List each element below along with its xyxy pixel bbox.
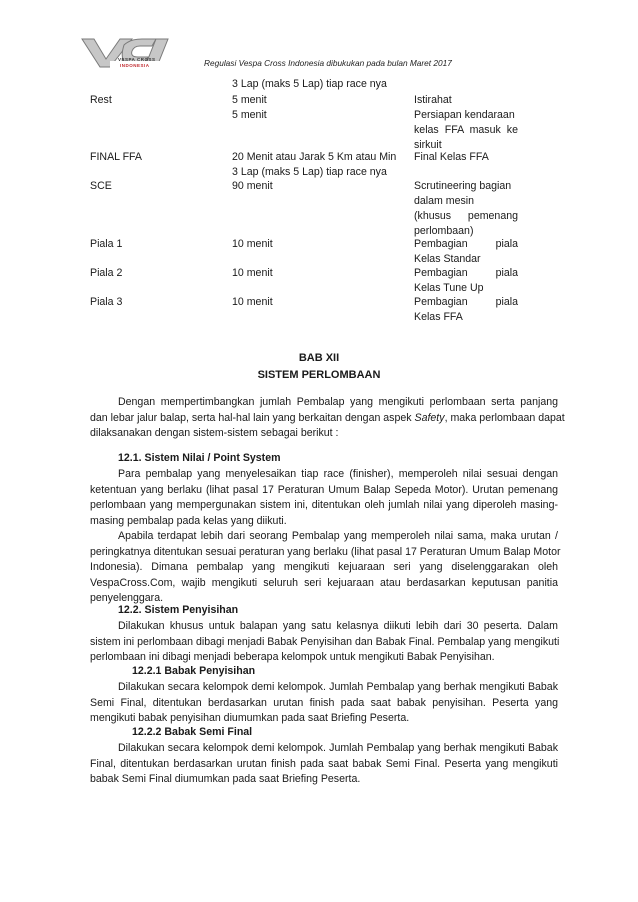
event-name: Rest bbox=[90, 94, 112, 106]
description-text: Kelas FFA bbox=[414, 311, 463, 323]
body-line: mengikuti babak penyisihan diumumkan pada saat Briefing Peserta. bbox=[90, 712, 410, 724]
event-name: FINAL FFA bbox=[90, 151, 142, 163]
event-name: Piala 3 bbox=[90, 296, 123, 308]
section-heading-12-2: 12.2. Sistem Penyisihan bbox=[118, 604, 239, 616]
description-text: Persiapan kendaraan bbox=[414, 109, 515, 121]
body-line: perlombaan ini dibagi menjadi beberapa kelompok untuk mengikuti Babak Penyisihan. bbox=[90, 651, 495, 663]
intro-line: Dengan mempertimbangkan jumlah Pembalap yang mengikuti perlombaan serta panjang bbox=[118, 396, 558, 408]
body-line: perlombaan yang mempergunakan sistem ini, ditentukan oleh jumlah nilai yang diperoleh masing- bbox=[90, 499, 558, 511]
safety-emphasis: Safety bbox=[414, 411, 445, 424]
description-text: Scrutineering bagian bbox=[414, 180, 512, 192]
description-text: Pembagian piala bbox=[414, 296, 518, 308]
section-12-2-paragraph bbox=[90, 619, 558, 666]
description-text: dalam mesin bbox=[414, 195, 475, 207]
event-name: Piala 2 bbox=[90, 267, 123, 279]
body-line: penyelenggara. bbox=[90, 592, 164, 604]
duration-text: 5 menit bbox=[232, 109, 267, 121]
header-note: Regulasi Vespa Cross Indonesia dibukukan pada bulan Maret 2017 bbox=[204, 58, 452, 68]
section-12-2-1-paragraph bbox=[90, 680, 558, 727]
event-name: SCE bbox=[90, 180, 112, 192]
body-line: VespaCross.Com, wajib mengikuti seluruh seri kejuaraan atau berdasarkan keputusan panitia bbox=[90, 576, 558, 589]
logo-subtitle-1: VESPA CROSS bbox=[118, 57, 156, 62]
description-text: (khusus pemenang bbox=[414, 210, 518, 222]
duration-text: 10 menit bbox=[232, 296, 273, 308]
logo-subtitle-2: INDONESIA bbox=[120, 63, 150, 68]
description-text: Final Kelas FFA bbox=[414, 151, 489, 163]
section-heading-12-2-1: 12.2.1 Babak Penyisihan bbox=[132, 665, 256, 677]
description-text: perlombaan) bbox=[414, 225, 474, 237]
section-heading-12-1: 12.1. Sistem Nilai / Point System bbox=[118, 452, 281, 464]
chapter-title: SISTEM PERLOMBAAN bbox=[257, 369, 381, 381]
section-12-1-paragraph-2 bbox=[90, 529, 561, 607]
vci-logo bbox=[80, 37, 174, 70]
duration-text: 10 menit bbox=[232, 267, 273, 279]
description-text: Pembagian piala bbox=[414, 267, 518, 279]
description-text: kelas FFA masuk ke bbox=[414, 124, 518, 136]
body-line: Indonesia). Dimana pembalap yang mengikuti kejuaraan seri yang diselenggarakan oleh bbox=[90, 561, 558, 573]
body-line: Final, ditentukan berdasarkan urutan finish pada saat babak Semi Final. Peserta yang mengikuti bbox=[90, 757, 558, 770]
duration-text: 90 menit bbox=[232, 180, 273, 192]
intro-line bbox=[90, 411, 565, 427]
body-line: Apabila terdapat lebih dari seorang Pembalap yang memperoleh nilai sama, maka urutan / bbox=[118, 530, 558, 542]
description-text: sirkuit bbox=[414, 139, 442, 151]
description-text: Kelas Standar bbox=[414, 253, 481, 265]
intro-text: , maka perlombaan dapat bbox=[444, 411, 565, 424]
event-name: Piala 1 bbox=[90, 238, 123, 250]
duration-text: 3 Lap (maks 5 Lap) tiap race nya bbox=[232, 166, 387, 178]
description-text: Pembagian piala bbox=[414, 238, 518, 250]
section-heading-12-2-2: 12.2.2 Babak Semi Final bbox=[132, 726, 253, 738]
body-line: ketentuan yang berlaku (lihat pasal 17 Peraturan Umum Balap Sepeda Motor). Urutan pemenang bbox=[90, 483, 558, 496]
intro-paragraph bbox=[90, 395, 565, 442]
duration-text: 20 Menit atau Jarak 5 Km atau Min bbox=[232, 151, 397, 163]
description-text: Kelas Tune Up bbox=[414, 282, 484, 294]
body-line: Para pembalap yang menyelesaikan tiap race (finisher), memperoleh nilai sesuai dengan bbox=[118, 468, 558, 480]
section-12-2-2-paragraph bbox=[90, 741, 558, 788]
duration-text: 10 menit bbox=[232, 238, 273, 250]
body-line: masing pembalap pada kelas yang diikuti. bbox=[90, 514, 287, 527]
intro-text: dan lebar jalur balap, serta hal-hal lain yang berkaitan dengan aspek bbox=[90, 411, 415, 424]
chapter-number: BAB XII bbox=[298, 352, 340, 364]
body-line: Semi Final, ditentukan berdasarkan urutan finish pada saat babak penyisihan. Peserta yang bbox=[90, 696, 558, 709]
section-12-1-paragraph-1 bbox=[90, 467, 558, 529]
body-line: sistem ini perlombaan dibagi menjadi Babak Penyisihan dan Babak Final. Pembalap yang mengikuti bbox=[90, 635, 560, 648]
body-line: babak Semi Final diumumkan pada saat Briefing Peserta. bbox=[90, 773, 361, 785]
body-line: peringkatnya ditentukan sesuai peraturan yang berlaku (lihat pasal 17 Peraturan Umum Balap Motor bbox=[90, 545, 561, 558]
body-line: Dilakukan khusus untuk balapan yang satu kelasnya diikuti lebih dari 30 peserta. Dalam bbox=[118, 620, 558, 632]
intro-line: dilaksanakan dengan sistem-sistem sebagai berikut : bbox=[90, 427, 339, 439]
description-text: Istirahat bbox=[414, 94, 452, 106]
body-line: Dilakukan secara kelompok demi kelompok. Jumlah Pembalap yang berhak mengikuti Babak bbox=[118, 742, 558, 754]
duration-text: 5 menit bbox=[232, 94, 267, 106]
body-line: Dilakukan secara kelompok demi kelompok. Jumlah Pembalap yang berhak mengikuti Babak bbox=[118, 681, 558, 693]
duration-text: 3 Lap (maks 5 Lap) tiap race nya bbox=[232, 78, 387, 90]
